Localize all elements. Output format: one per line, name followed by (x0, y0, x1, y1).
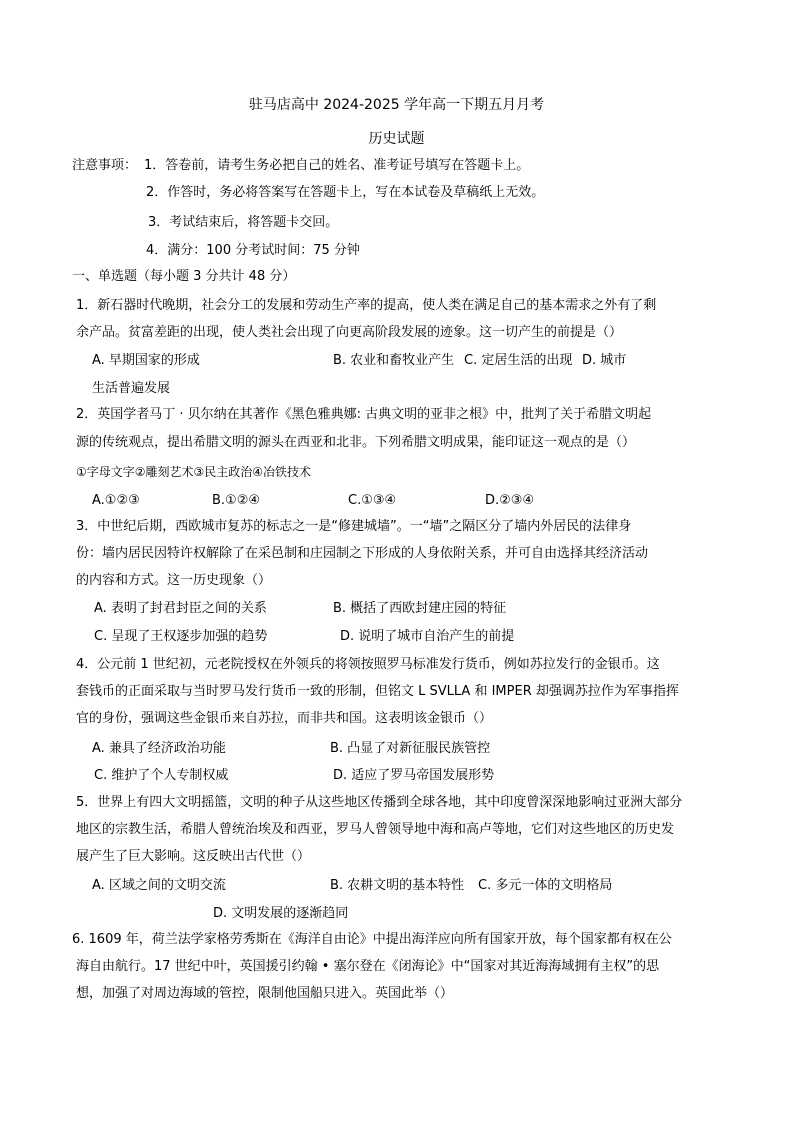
option-c: C. 维护了个人专制权威 (94, 768, 229, 783)
option-b: B.①②④ (212, 493, 261, 508)
question-text: 3．中世纪后期，西欧城市复苏的标志之一是“修建城墙”。一“墙”之隔区分了墙内外居民的法律身 (76, 519, 632, 534)
option-c: C. 多元一体的文明格局 (478, 878, 613, 893)
question-text: 展产生了巨大影响。这反映出古代世（） (76, 849, 311, 864)
option-a: A. 早期国家的形成 (92, 353, 200, 368)
notice-item: 1．答卷前，请考生务必把自己的姓名、准考证号填写在答题卡上。 (144, 158, 530, 173)
question-text: 2．英国学者马丁 · 贝尔纳在其著作《黑色雅典娜: 古典文明的亚非之根》中，批判了关于希腊文明起 (76, 407, 652, 422)
question-text: 份：墙内居民因特许权解除了在采邑制和庄园制之下形成的人身依附关系，并可自由选择其经济活动 (76, 546, 649, 561)
option-a: A. 区域之间的文明交流 (92, 878, 226, 893)
question-text: 海自由航行。17 世纪中叶，英国援引约翰 • 塞尔登在《闭海论》中“国家对其近海海域拥有主权”的思 (76, 959, 660, 974)
question-text: 6. 1609 年，荷兰法学家格劳秀斯在《海洋自由论》中提出海洋应向所有国家开放，每个国家都有权在公 (72, 932, 672, 947)
option-a: A. 兼具了经济政治功能 (92, 741, 226, 756)
option-b: B. 农耕文明的基本特性 (330, 878, 465, 893)
question-text: 1．新石器时代晚期，社会分工的发展和劳动生产率的提高，使人类在满足自己的基本需求之外有了剩 (76, 298, 657, 313)
option-d: D. 城市 (582, 353, 627, 368)
question-text: 4．公元前 1 世纪初，元老院授权在外领兵的将领按照罗马标准发行货币，例如苏拉发行的金银币。这 (76, 657, 660, 672)
option-b: B. 凸显了对新征服民族管控 (330, 741, 491, 756)
option-c: C. 呈现了王权逐步加强的趋势 (94, 629, 268, 644)
option-c: C. 定居生活的出现 (464, 353, 573, 368)
question-text: 套钱币的正面采取与当时罗马发行货币一致的形制，但铭文 L SVLLA 和 IMPER 却强调苏拉作为军事指挥 (76, 684, 679, 699)
option-d: D. 文明发展的逐渐趋同 (213, 906, 349, 921)
notice-item: 2．作答时，务必将答案写在答题卡上，写在本试卷及草稿纸上无效。 (146, 185, 545, 200)
option-d: D. 适应了罗马帝国发展形势 (333, 768, 495, 783)
question-text: 官的身份，强调这些金银币来自苏拉，而非共和国。这表明该金银币（） (76, 711, 493, 726)
question-text: 余产品。贫富差距的出现，使人类社会出现了向更高阶段发展的迹象。这一切产生的前提是（） (76, 325, 623, 340)
question-text: 5．世界上有四大文明摇篮，文明的种子从这些地区传播到全球各地，其中印度曾深深地影响过亚洲大部分 (76, 795, 683, 810)
question-text: 地区的宗教生活，希腊人曾统治埃及和西亚，罗马人曾领导地中海和高卢等地，它们对这些地区的历史发 (76, 822, 675, 837)
option-c: C.①③④ (348, 493, 397, 508)
section-heading: 一、单选题（每小题 3 分共计 48 分） (72, 269, 296, 284)
question-text: 源的传统观点，提出希腊文明的源头在西亚和北非。下列希腊文明成果，能印证这一观点的是（） (76, 435, 636, 450)
notice-item: 3．考试结束后，将答题卡交回。 (148, 215, 339, 230)
option-a: A.①②③ (92, 493, 140, 508)
question-text: 想，加强了对周边海域的管控，限制他国船只进入。英国此举（） (76, 986, 454, 1001)
question-items: ①字母文字②雕刻艺术③民主政治④冶铁技术 (76, 465, 312, 479)
option-b: B. 概括了西欧封建庄园的特征 (333, 601, 507, 616)
exam-subtitle: 历史试题 (368, 131, 425, 147)
option-d: D.②③④ (485, 493, 535, 508)
option-d-continued: 生活普遍发展 (92, 381, 171, 396)
question-text: 的内容和方式。这一历史现象（） (76, 573, 272, 588)
option-d: D. 说明了城市自治产生的前提 (340, 629, 515, 644)
exam-title: 驻马店高中 2024-2025 学年高一下期五月月考 (248, 97, 545, 113)
notice-label: 注意事项： (72, 158, 138, 173)
notice-item: 4．满分：100 分考试时间：75 分钟 (146, 243, 360, 258)
option-a: A. 表明了封君封臣之间的关系 (94, 601, 267, 616)
option-b: B. 农业和畜牧业产生 (333, 353, 455, 368)
